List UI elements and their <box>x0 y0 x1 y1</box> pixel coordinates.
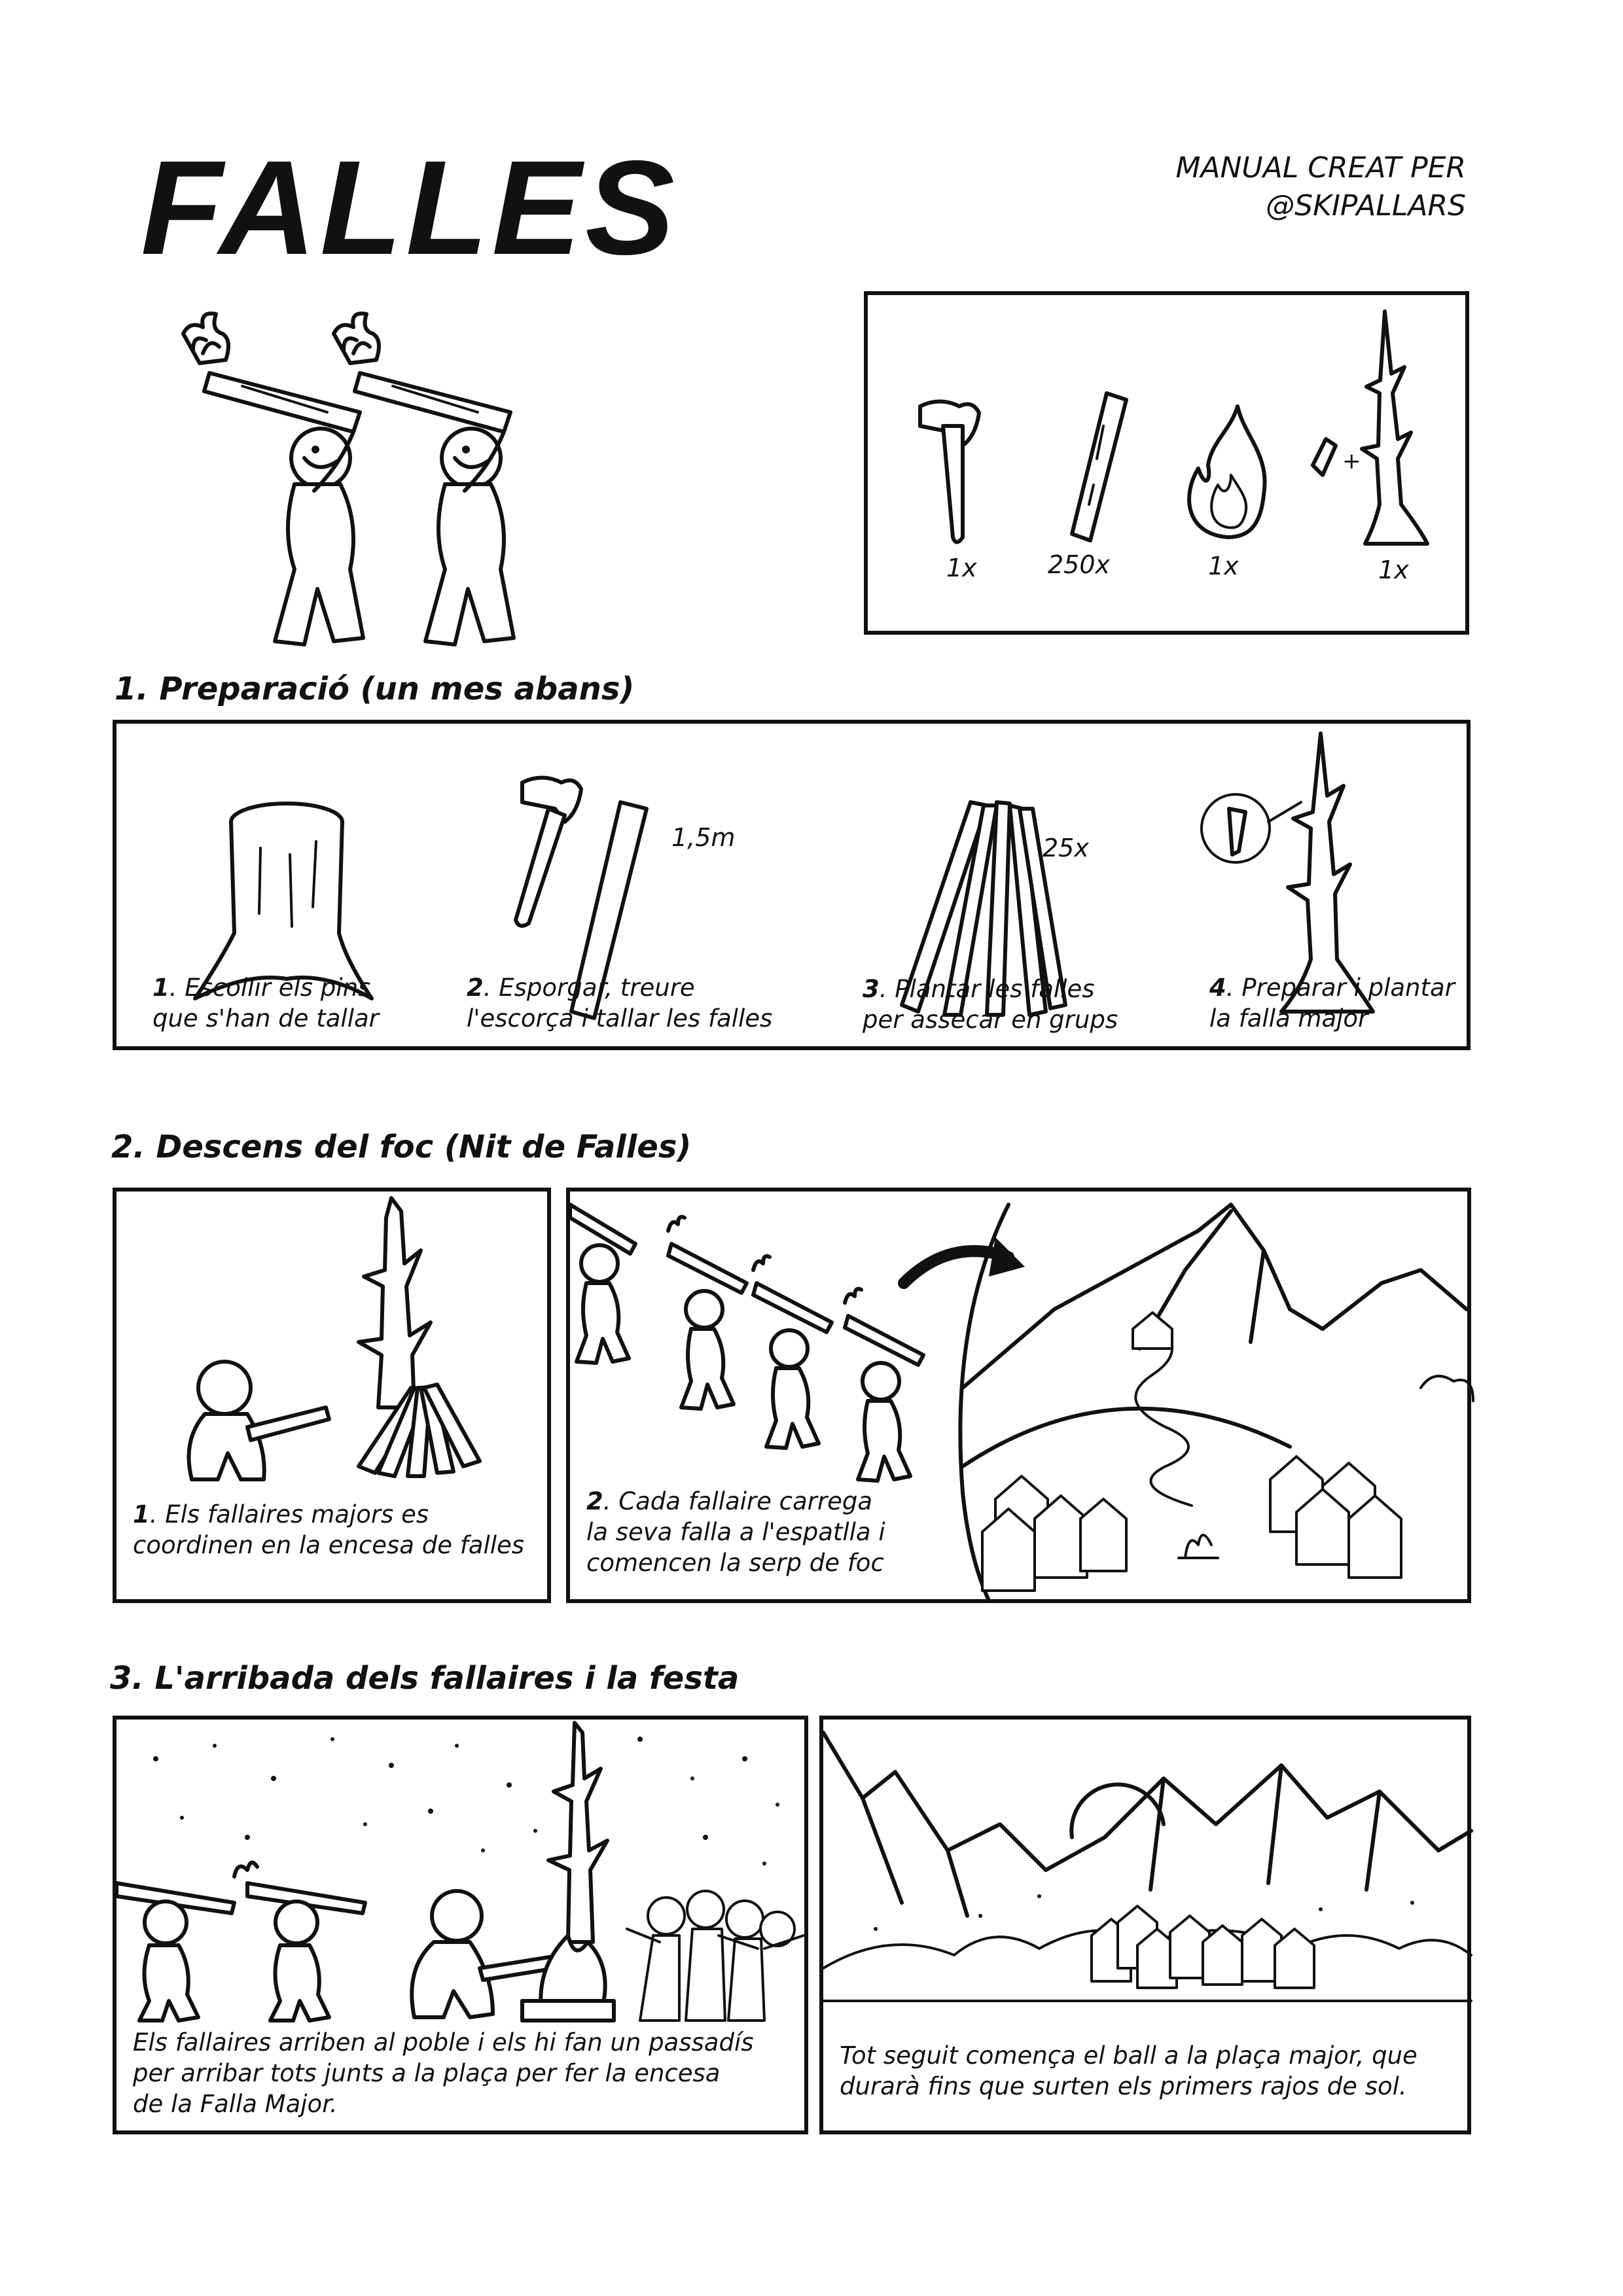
step-3-number: 3 <box>863 975 880 1003</box>
torch-bearer-figure <box>334 313 514 645</box>
fallaire-lighting-illustration <box>156 1192 522 1492</box>
starry-sky-arrival-illustration <box>116 1720 807 2021</box>
village-houses <box>982 1313 1401 1591</box>
torch-bearers-illustration <box>164 314 609 654</box>
panel-2-2-number: 2 <box>586 1487 603 1515</box>
material-qty-stick: 250x <box>1048 550 1111 579</box>
step-1-number: 1 <box>152 974 169 1002</box>
torch-bearer-figure <box>845 1289 923 1481</box>
panel-2-1-line2: coordinen en la encesa de falles <box>133 1531 525 1559</box>
section-1-heading: 1. Preparació (un mes abans) <box>115 671 635 707</box>
count-label: 25x <box>1043 834 1089 862</box>
step-4-caption <box>1209 972 1455 1034</box>
step-1-line2: que s'han de tallar <box>152 1004 379 1033</box>
crowd-figures <box>627 1891 804 2021</box>
mountain-village-scene <box>923 1192 1473 1604</box>
step-4-number: 4 <box>1209 974 1226 1002</box>
length-label: 1,5m <box>671 823 736 852</box>
torch-bearer-figure <box>668 1217 747 1409</box>
section-3-panel-1 <box>113 1716 808 2134</box>
material-qty-tree: 1x <box>1378 556 1409 584</box>
village-houses <box>1092 1906 1314 1988</box>
flame-icon <box>1179 403 1277 540</box>
materials-box <box>864 291 1469 635</box>
torch-procession-illustration <box>570 1192 936 1466</box>
panel-2-2-line1: . Cada fallaire carrega <box>603 1487 873 1515</box>
panel-2-1-number: 1 <box>133 1500 150 1528</box>
step-2-line2: l'escorça i tallar les falles <box>467 1004 773 1033</box>
panel-3-1-line1: Els fallaires arriben al poble i els hi fan un passadís <box>133 2028 754 2057</box>
step-1-line1: . Escollir els pins <box>169 974 371 1002</box>
panel-3-1-line2: per arribar tots junts a la plaça per fer la encesa <box>133 2059 721 2087</box>
author-credit <box>1175 149 1466 225</box>
tree-icon <box>1306 308 1437 557</box>
step-3-line1: . Plantar les falles <box>879 975 1095 1003</box>
section-3-panel-2 <box>819 1716 1471 2134</box>
torch-bearer-figure <box>183 313 363 645</box>
step-3-line2: per assecar en grups <box>863 1006 1118 1034</box>
panel-2-2-caption <box>586 1486 885 1578</box>
step-1-caption <box>152 972 379 1034</box>
page-title: FALLES <box>141 133 679 283</box>
section-2-heading: 2. Descens del foc (Nit de Falles) <box>111 1129 692 1165</box>
axe-icon <box>914 387 992 550</box>
panel-2-2-line2: la seva falla a l'espatlla i <box>586 1518 885 1546</box>
torch-bearer-figure <box>753 1256 832 1448</box>
credit-line-2: @SKIPALLARS <box>1266 189 1466 222</box>
stick-icon <box>1064 387 1136 544</box>
step-4-line2: la falla major <box>1209 1004 1368 1033</box>
svg-text:+: + <box>1342 448 1361 474</box>
section-2-panel-1 <box>113 1188 551 1603</box>
panel-3-1-line3: de la Falla Major. <box>133 2090 338 2118</box>
torch-bearer-figure <box>570 1205 635 1363</box>
torch-bearer-figure <box>234 1863 365 2021</box>
panel-3-1-caption <box>133 2027 754 2119</box>
panel-2-1-caption <box>133 1499 524 1561</box>
section-3-heading: 3. L'arribada dels fallaires i la festa <box>110 1660 740 1697</box>
step-2-caption <box>467 972 772 1034</box>
step-3-caption <box>863 974 1118 1035</box>
panel-3-2-line1: Tot seguit comença el ball a la plaça major, que <box>840 2041 1418 2070</box>
section-2-panel-2 <box>566 1188 1471 1603</box>
step-4-line1: . Preparar i plantar <box>1226 974 1455 1002</box>
panel-2-1-line1: . Els fallaires majors es <box>149 1500 429 1528</box>
torch-bearer-figure <box>116 1883 234 2021</box>
step-2-number: 2 <box>467 974 484 1002</box>
step-2-line1: . Esporgar, treure <box>483 974 695 1002</box>
panel-2-2-line3: comencen la serp de foc <box>586 1549 884 1577</box>
credit-line-1: MANUAL CREAT PER <box>1175 151 1466 185</box>
material-qty-axe: 1x <box>946 554 977 582</box>
falla-major-burning <box>522 1723 614 2021</box>
panel-3-2-line2: durarà fins que surten els primers rajos de sol. <box>840 2072 1407 2100</box>
panel-3-2-caption <box>840 2040 1418 2102</box>
sunrise-village-scene <box>823 1720 1471 2007</box>
section-1-panel <box>113 720 1471 1050</box>
material-qty-flame: 1x <box>1208 552 1239 580</box>
